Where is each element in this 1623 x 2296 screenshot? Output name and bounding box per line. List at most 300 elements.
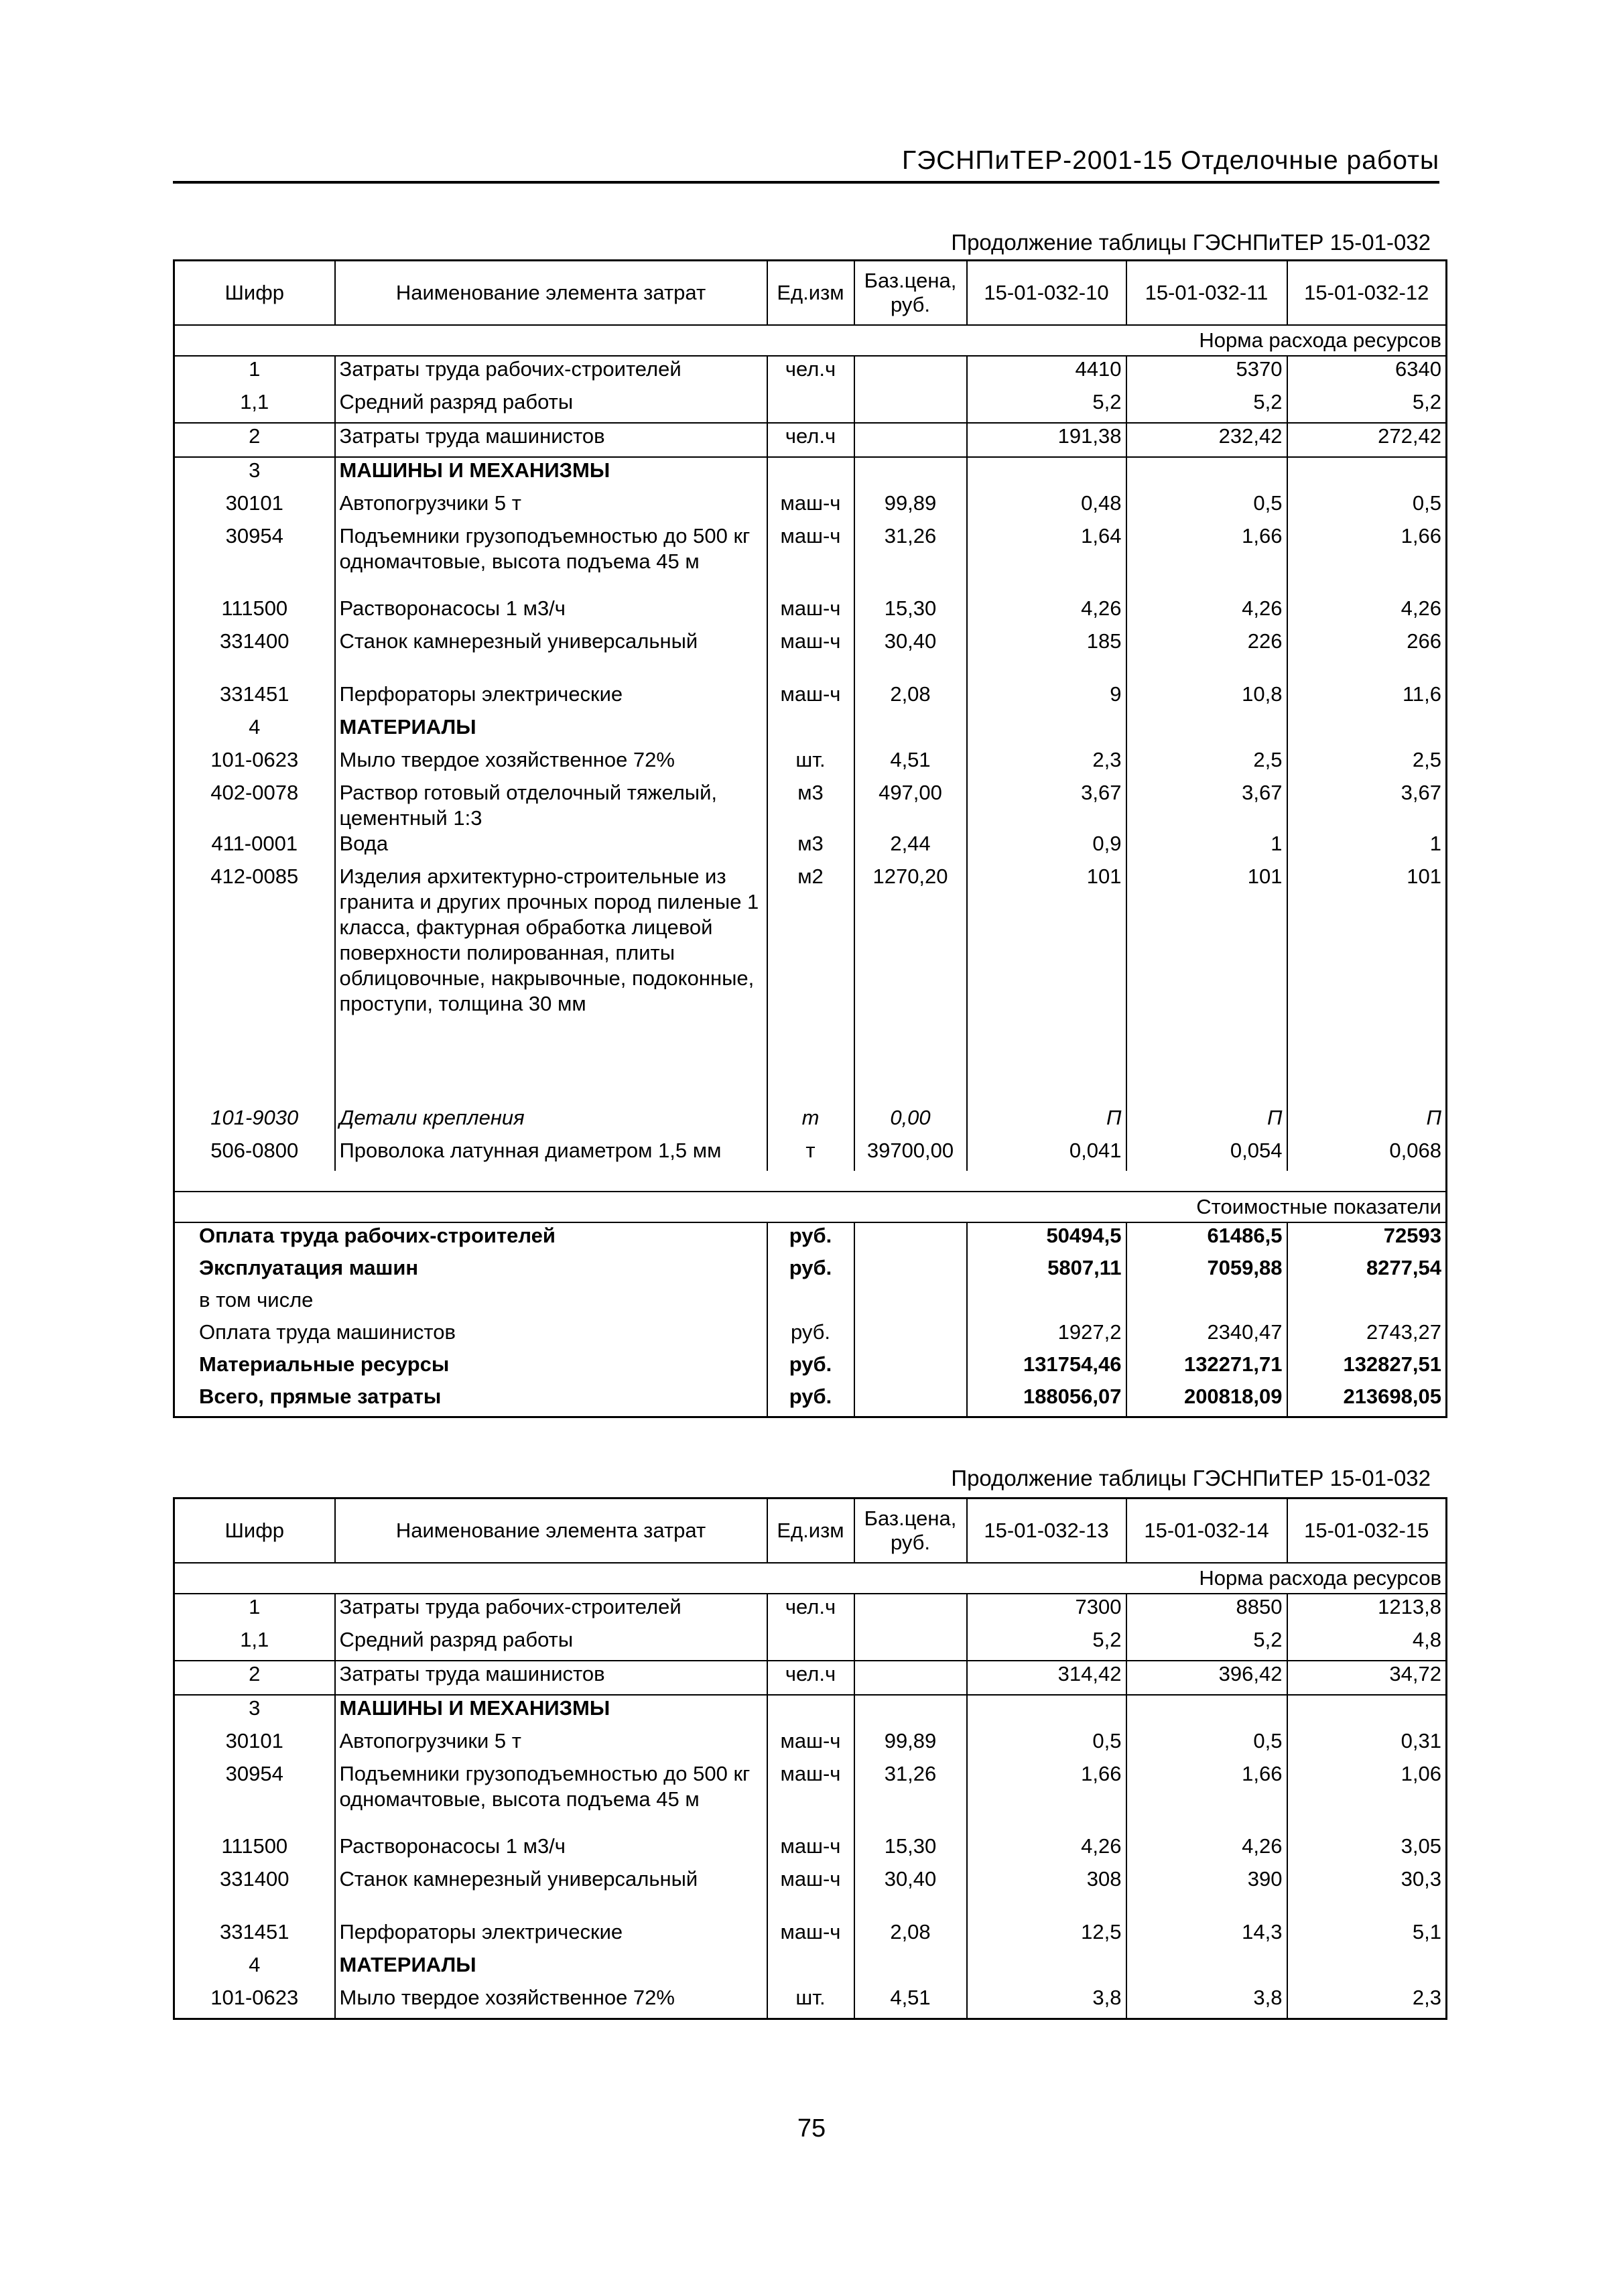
row-unit: маш-ч (780, 682, 841, 706)
row-value: 1 (1126, 831, 1287, 864)
table-row (174, 1866, 1447, 1899)
row-value: 1,64 (967, 523, 1126, 596)
row-code: 1 (249, 357, 261, 381)
row-unit: т (801, 1106, 820, 1129)
cost-price (854, 1255, 967, 1287)
spacer-cell (1126, 661, 1287, 682)
spacer-cell (854, 1085, 967, 1105)
estimate-table-2 (173, 1497, 1447, 2020)
row-price: 15,30 (854, 1834, 967, 1866)
cost-value: 188056,07 (967, 1384, 1126, 1417)
row-value: 0,5 (1412, 491, 1441, 515)
table-row (174, 1834, 1447, 1866)
row-price (854, 1695, 967, 1728)
row-value: 3,67 (1126, 780, 1287, 831)
cost-name: Оплата труда машинистов (199, 1320, 456, 1344)
spacer-cell (767, 1899, 854, 1919)
spacer-cell (174, 661, 335, 682)
table-row (174, 1594, 1447, 1627)
row-value: 2,5 (1126, 747, 1287, 780)
row-price (854, 1952, 967, 1985)
row-value (967, 1695, 1126, 1728)
table-row (174, 457, 1447, 491)
table-row (174, 1728, 1447, 1761)
table-row (174, 1105, 1447, 1138)
row-name: МАШИНЫ И МЕХАНИЗМЫ (335, 457, 767, 491)
row-code: 30101 (225, 491, 283, 515)
table-row (174, 629, 1447, 661)
row-name: Затраты труда машинистов (335, 1661, 767, 1695)
cost-price (854, 1352, 967, 1384)
row-value: 34,72 (1287, 1661, 1447, 1695)
row-value: 0,31 (1401, 1729, 1441, 1752)
row-value (1126, 714, 1287, 747)
row-value: 3,8 (1126, 1985, 1287, 2019)
row-code: 1,1 (174, 1627, 335, 1661)
col-header-norm: 15-01-032-12 (1287, 261, 1447, 326)
row-name: Подъемники грузоподъемностью до 500 кг одномачтовые, высота подъема 45 м (335, 1761, 767, 1834)
row-value: 8850 (1126, 1594, 1287, 1627)
spacer-cell (967, 1085, 1126, 1105)
table-row (174, 1138, 1447, 1171)
row-unit: м3 (797, 832, 824, 855)
spacer-cell (1126, 1085, 1287, 1105)
cost-unit: руб. (767, 1384, 854, 1417)
row-code: 3 (249, 1696, 261, 1720)
row-name: Станок камнерезный универсальный (335, 1866, 767, 1899)
row-value: 308 (967, 1866, 1126, 1899)
row-name: Автопогрузчики 5 т (335, 1728, 767, 1761)
row-value: 9 (967, 682, 1126, 714)
table-body (174, 356, 1447, 1171)
spacer-cell (767, 1085, 854, 1105)
row-name: Проволока латунная диаметром 1,5 мм (335, 1138, 767, 1171)
row-value (967, 1952, 1126, 1985)
row-code: 111500 (221, 1834, 288, 1858)
row-price (854, 1661, 967, 1695)
cost-name: Оплата труда рабочих-строителей (199, 1224, 556, 1247)
row-name: МАШИНЫ И МЕХАНИЗМЫ (335, 1695, 767, 1728)
row-unit: т (805, 1139, 816, 1162)
row-unit: маш-ч (780, 1762, 841, 1785)
spacer-cell (967, 1899, 1126, 1919)
row-code: 412-0085 (210, 865, 299, 888)
table-row (174, 389, 1447, 423)
row-price: 31,26 (854, 1761, 967, 1834)
row-price: 497,00 (854, 780, 967, 831)
row-unit: чел.ч (767, 1661, 854, 1695)
spacer-cell (1287, 1899, 1447, 1919)
row-value: 191,38 (967, 423, 1126, 457)
row-value: 2,3 (967, 747, 1126, 780)
cost-price (854, 1320, 967, 1352)
cost-value: 132827,51 (1343, 1352, 1441, 1376)
cost-value (967, 1287, 1126, 1320)
table-row (174, 1627, 1447, 1661)
row-value: 0,041 (967, 1138, 1126, 1171)
row-price (854, 423, 967, 457)
cost-name: Всего, прямые затраты (199, 1385, 442, 1408)
row-price: 4,51 (854, 1985, 967, 2019)
row-value: 5,2 (967, 389, 1126, 423)
table-header-row (174, 1498, 1447, 1564)
norm-label: Норма расхода ресурсов (174, 1563, 1447, 1594)
row-unit: маш-ч (780, 491, 841, 515)
cost-price (854, 1287, 967, 1320)
row-value: 7300 (967, 1594, 1126, 1627)
cost-value: 50494,5 (967, 1222, 1126, 1255)
table-row (174, 1695, 1447, 1728)
row-unit: шт. (795, 1986, 826, 2009)
col-header-norm: 15-01-032-13 (967, 1498, 1126, 1564)
row-value: 272,42 (1287, 423, 1447, 457)
row-code: 506-0800 (210, 1139, 299, 1162)
row-value: 0,9 (967, 831, 1126, 864)
row-price: 39700,00 (854, 1138, 967, 1171)
spacer-cell (1126, 1899, 1287, 1919)
spacer (174, 1171, 1447, 1192)
row-value (967, 714, 1126, 747)
row-value: 5,2 (1126, 1627, 1287, 1661)
row-unit (767, 1627, 854, 1661)
row-value: 2,3 (1412, 1986, 1441, 2009)
row-value: П (1126, 1105, 1287, 1138)
row-price: 2,08 (854, 1919, 967, 1952)
norm-label-row (174, 325, 1447, 356)
row-value: 314,42 (967, 1661, 1126, 1695)
table-body (174, 1594, 1447, 2019)
row-value: 266 (1407, 629, 1441, 653)
cost-value (1287, 1287, 1447, 1320)
row-name: Раствор готовый отделочный тяжелый, цементный 1:3 (335, 780, 767, 831)
row-code: 2 (174, 423, 335, 457)
row-unit (767, 1952, 854, 1985)
norm-label: Норма расхода ресурсов (174, 325, 1447, 356)
estimate-table-1 (173, 259, 1447, 1418)
table-row (174, 1919, 1447, 1952)
spacer-cell (967, 661, 1126, 682)
col-header-unit: Ед.изм (767, 1498, 854, 1564)
row-price (854, 1627, 967, 1661)
spacer-cell (854, 1899, 967, 1919)
row-unit: м3 (797, 781, 824, 804)
cost-value: 1927,2 (967, 1320, 1126, 1352)
row-price: 15,30 (854, 596, 967, 629)
row-name: Станок камнерезный универсальный (335, 629, 767, 661)
cost-row (174, 1222, 1447, 1255)
row-value (1126, 1952, 1287, 1985)
cost-name: Материальные ресурсы (199, 1352, 450, 1376)
row-value: 5,1 (1412, 1920, 1441, 1943)
row-unit: чел.ч (785, 1595, 836, 1618)
row-price: 4,51 (854, 747, 967, 780)
col-header-code: Шифр (174, 261, 335, 326)
row-code: 1 (249, 1595, 261, 1618)
col-header-price: Баз.цена, руб. (854, 261, 967, 326)
page-number: 75 (797, 2114, 826, 2143)
col-header-norm: 15-01-032-15 (1287, 1498, 1447, 1564)
table-row (174, 780, 1447, 831)
row-unit: маш-ч (780, 1834, 841, 1858)
row-value: 0,48 (967, 491, 1126, 523)
row-code: 101-0623 (210, 1986, 299, 2009)
table-row (174, 1985, 1447, 2019)
row-price (854, 389, 967, 423)
cost-unit (767, 1287, 854, 1320)
row-unit: чел.ч (785, 357, 836, 381)
row-value: 10,8 (1126, 682, 1287, 714)
cost-row (174, 1352, 1447, 1384)
cost-value: 5807,11 (967, 1255, 1126, 1287)
col-header-code: Шифр (174, 1498, 335, 1564)
row-value: 14,3 (1126, 1919, 1287, 1952)
table-header-row (174, 261, 1447, 326)
spacer-cell (174, 1899, 335, 1919)
table-row (174, 596, 1447, 629)
row-value: 396,42 (1126, 1661, 1287, 1695)
row-name: Мыло твердое хозяйственное 72% (335, 1985, 767, 2019)
spacer-cell (854, 661, 967, 682)
row-value: 0,5 (1126, 1728, 1287, 1761)
row-value: 0,054 (1126, 1138, 1287, 1171)
row-code: 331400 (220, 629, 289, 653)
row-value: 1213,8 (1378, 1595, 1441, 1618)
row-unit (767, 714, 854, 747)
row-code: 111500 (221, 596, 288, 620)
document-header-title: ГЭСНПиТЕР-2001-15 Отделочные работы (901, 146, 1439, 175)
cost-value: 132271,71 (1126, 1352, 1287, 1384)
row-value: 5,2 (967, 1627, 1126, 1661)
cost-price (854, 1384, 967, 1417)
cost-label-row (174, 1192, 1447, 1222)
col-header-norm: 15-01-032-11 (1126, 261, 1287, 326)
row-code: 331400 (220, 1867, 289, 1891)
row-unit: маш-ч (780, 1920, 841, 1943)
row-price: 1270,20 (854, 864, 967, 1085)
row-price: 30,40 (854, 1866, 967, 1899)
row-value (1126, 1695, 1287, 1728)
row-value: П (967, 1105, 1126, 1138)
row-unit (767, 457, 854, 491)
row-value: 1,66 (1401, 524, 1441, 548)
spacer-cell (1287, 1085, 1447, 1105)
row-value: 3,8 (967, 1985, 1126, 2019)
col-header-name: Наименование элемента затрат (335, 1498, 767, 1564)
table-caption-1: Продолжение таблицы ГЭСНПиТЕР 15-01-032 (951, 230, 1431, 255)
table-row (174, 831, 1447, 864)
row-unit (767, 1695, 854, 1728)
table-row (174, 423, 1447, 457)
norm-label-row (174, 1563, 1447, 1594)
row-value (1126, 457, 1287, 491)
row-price: 30,40 (854, 629, 967, 661)
row-value: 12,5 (967, 1919, 1126, 1952)
row-code: 30954 (225, 524, 283, 548)
row-value (1287, 1952, 1447, 1985)
row-value: 4,8 (1287, 1627, 1447, 1661)
row-name: Вода (335, 831, 767, 864)
row-unit: м2 (797, 865, 824, 888)
cost-body (174, 1222, 1447, 1417)
spacer-cell (174, 1085, 335, 1105)
cost-price (854, 1222, 967, 1255)
row-unit (767, 389, 854, 423)
row-value: 1,66 (967, 1761, 1126, 1834)
cost-value: 200818,09 (1126, 1384, 1287, 1417)
row-value: 4,26 (1126, 1834, 1287, 1866)
row-spacer (174, 1899, 1447, 1919)
row-value: 3,67 (967, 780, 1126, 831)
table-row (174, 747, 1447, 780)
cost-unit: руб. (767, 1352, 854, 1384)
row-name: Средний разряд работы (335, 1627, 767, 1661)
spacer-cell (335, 1899, 767, 1919)
row-value: 4,26 (1126, 596, 1287, 629)
row-name: Затраты труда рабочих-строителей (335, 356, 767, 389)
cost-value: 72593 (1383, 1224, 1441, 1247)
table-row (174, 864, 1447, 1085)
cost-value: 61486,5 (1126, 1222, 1287, 1255)
row-value: 4410 (967, 356, 1126, 389)
row-value: 1 (1429, 832, 1441, 855)
row-spacer (174, 1085, 1447, 1105)
row-value: 11,6 (1402, 682, 1441, 706)
row-name: Перфораторы электрические (335, 682, 767, 714)
spacer-cell (335, 1085, 767, 1105)
row-code: 331451 (220, 682, 289, 706)
row-value: П (1426, 1106, 1441, 1129)
row-name: Автопогрузчики 5 т (335, 491, 767, 523)
row-price: 2,08 (854, 682, 967, 714)
col-header-name: Наименование элемента затрат (335, 261, 767, 326)
row-name: Подъемники грузоподъемностью до 500 кг одномачтовые, высота подъема 45 м (335, 523, 767, 596)
row-unit: маш-ч (780, 629, 841, 653)
cost-value: 213698,05 (1343, 1385, 1441, 1408)
row-code: 331451 (220, 1920, 289, 1943)
cost-row (174, 1287, 1447, 1320)
row-code: 402-0078 (210, 781, 299, 804)
row-value (1287, 1695, 1447, 1728)
row-unit: маш-ч (780, 1867, 841, 1891)
row-value: 0,5 (1126, 491, 1287, 523)
row-code: 101-9030 (210, 1106, 299, 1129)
row-name: Мыло твердое хозяйственное 72% (335, 747, 767, 780)
row-name: Перфораторы электрические (335, 1919, 767, 1952)
header-rule (173, 181, 1439, 184)
row-value: 3,05 (1401, 1834, 1441, 1858)
table-row (174, 714, 1447, 747)
row-value: 5,2 (1126, 389, 1287, 423)
row-name: Детали крепления (335, 1105, 767, 1138)
row-value: 390 (1126, 1866, 1287, 1899)
table-caption-2: Продолжение таблицы ГЭСНПиТЕР 15-01-032 (951, 1466, 1431, 1490)
cost-value: 8277,54 (1366, 1256, 1441, 1279)
row-value: 5370 (1126, 356, 1287, 389)
row-name: Растворонасосы 1 м3/ч (335, 1834, 767, 1866)
table-row (174, 356, 1447, 389)
row-code: 30101 (225, 1729, 283, 1752)
table-row (174, 1761, 1447, 1834)
cost-row (174, 1320, 1447, 1352)
row-code: 2 (174, 1661, 335, 1695)
row-value: 1,66 (1126, 523, 1287, 596)
row-name: МАТЕРИАЛЫ (335, 714, 767, 747)
row-code: 30954 (225, 1762, 283, 1785)
row-value: 185 (967, 629, 1126, 661)
table-row (174, 682, 1447, 714)
table-row (174, 491, 1447, 523)
row-value: 101 (1126, 864, 1287, 1085)
row-value: 101 (967, 864, 1126, 1085)
cost-unit: руб. (767, 1320, 854, 1352)
row-name: Растворонасосы 1 м3/ч (335, 596, 767, 629)
cost-value: 131754,46 (967, 1352, 1126, 1384)
row-price (854, 457, 967, 491)
row-unit: маш-ч (780, 524, 841, 548)
cost-name: Эксплуатация машин (199, 1256, 419, 1279)
cost-label: Стоимостные показатели (174, 1192, 1447, 1222)
row-name: Затраты труда рабочих-строителей (335, 1594, 767, 1627)
row-code: 101-0623 (210, 748, 299, 771)
cost-unit: руб. (767, 1222, 854, 1255)
row-price (854, 1594, 967, 1627)
cost-row (174, 1255, 1447, 1287)
row-price: 31,26 (854, 523, 967, 596)
row-name: МАТЕРИАЛЫ (335, 1952, 767, 1985)
row-unit: чел.ч (767, 423, 854, 457)
cost-value: 7059,88 (1126, 1255, 1287, 1287)
row-value (967, 457, 1126, 491)
row-value: 4,26 (967, 1834, 1126, 1866)
table-row (174, 1952, 1447, 1985)
row-value: 5,2 (1287, 389, 1447, 423)
cost-value (1126, 1287, 1287, 1320)
row-name: Изделия архитектурно-строительные из гранита и других прочных пород пиленые 1 класса, фактурная обработка лицевой поверхности полированная, плиты облицовочные, накрывочные, подоконные, проступи, толщина 30 мм (335, 864, 767, 1085)
row-unit: маш-ч (780, 1729, 841, 1752)
row-price (854, 356, 967, 389)
row-value: 30,3 (1401, 1867, 1441, 1891)
row-unit: маш-ч (780, 596, 841, 620)
cost-value: 2340,47 (1126, 1320, 1287, 1352)
row-value: 4,26 (1401, 596, 1441, 620)
row-price: 2,44 (854, 831, 967, 864)
col-header-price: Баз.цена, руб. (854, 1498, 967, 1564)
cost-value: 2743,27 (1366, 1320, 1441, 1344)
row-price: 0,00 (854, 1105, 967, 1138)
row-value: 0,068 (1389, 1139, 1441, 1162)
row-code: 3 (249, 458, 261, 482)
row-value: 6340 (1395, 357, 1441, 381)
row-value: 101 (1407, 865, 1441, 888)
row-code: 4 (249, 715, 261, 739)
spacer-cell (1287, 661, 1447, 682)
col-header-norm: 15-01-032-10 (967, 261, 1126, 326)
spacer-cell (335, 661, 767, 682)
row-value: 4,26 (967, 596, 1126, 629)
row-value: 3,67 (1401, 781, 1441, 804)
spacer-cell (767, 661, 854, 682)
row-price (854, 714, 967, 747)
row-price: 99,89 (854, 491, 967, 523)
row-value: 226 (1126, 629, 1287, 661)
row-code: 1,1 (174, 389, 335, 423)
row-value: 232,42 (1126, 423, 1287, 457)
table-row (174, 523, 1447, 596)
row-code: 4 (249, 1953, 261, 1976)
row-spacer (174, 661, 1447, 682)
row-value (1287, 714, 1447, 747)
row-value: 1,66 (1126, 1761, 1287, 1834)
